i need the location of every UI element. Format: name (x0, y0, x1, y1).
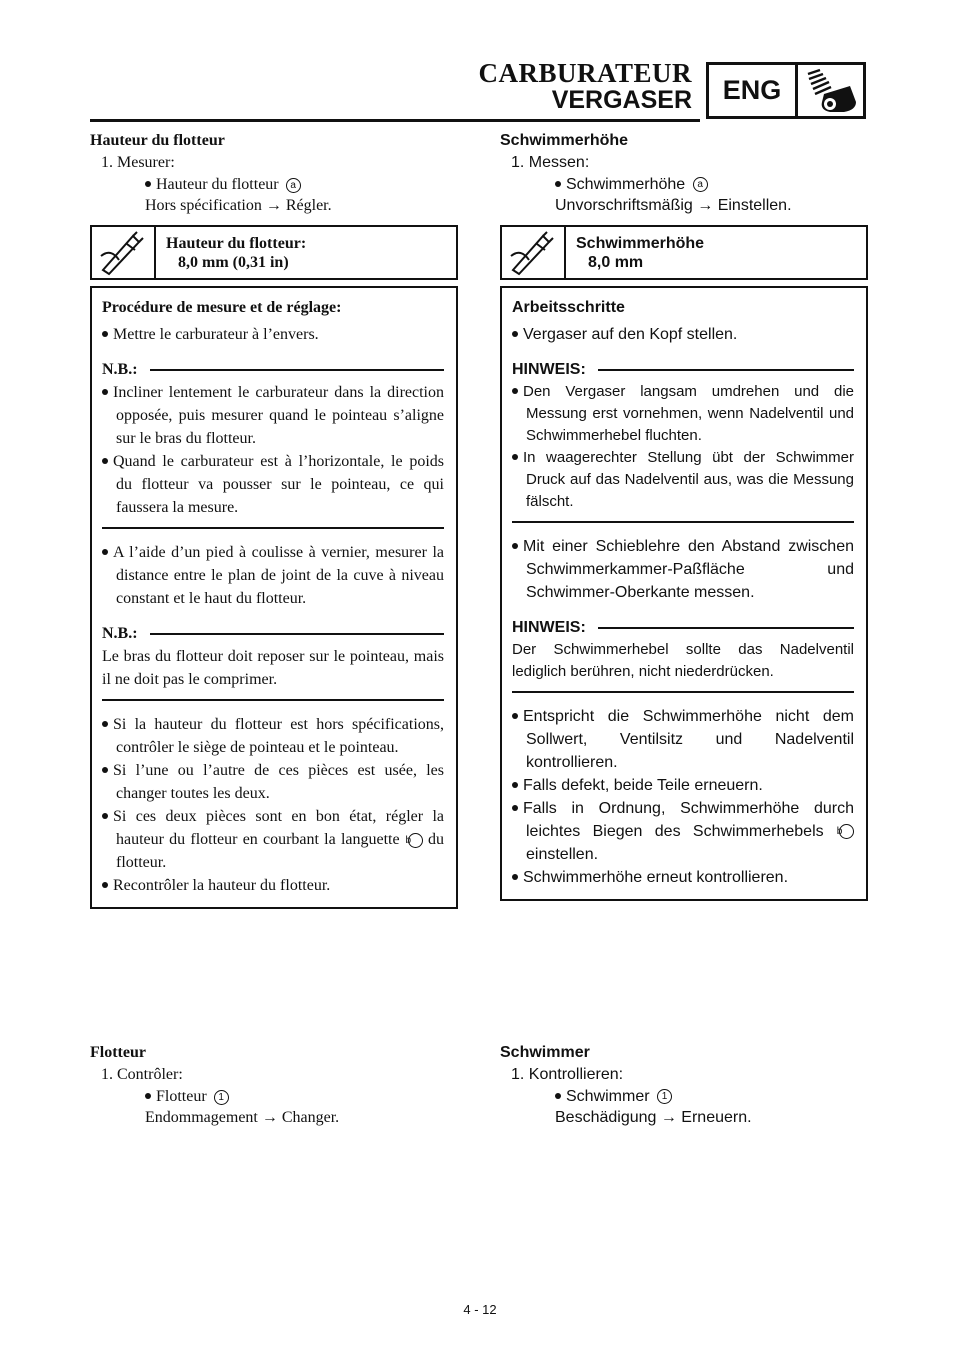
bullet-item: Flotteur 1 (145, 1088, 458, 1106)
callout-marker: a (693, 177, 708, 192)
procedure-item: A l’aide d’un pied à coulisse à vernier, mesurer la distance entre le plan de joint de la cuve à niveau constant et le haut du flotteur. (102, 541, 444, 610)
section-title: Hauteur du flotteur (90, 132, 225, 149)
bullet-subtext: Hors spécification → Régler. (145, 197, 332, 214)
note-item: Den Vergaser langsam umdrehen und die Messung erst vornehmen, wenn Nadelventil und Schwimmerhebel fluchten. (512, 381, 854, 447)
note-item: Quand le carburateur est à l’horizontale, le poids du flotteur va pousser sur le pointeau, ce qui faussera la mesure. (102, 450, 444, 519)
note-item: In waagerechter Stellung übt der Schwimmer Druck auf das Nadelventil aus, was die Messung fälscht. (512, 447, 854, 513)
procedure-title: Arbeitsschritte (512, 299, 625, 316)
bullet-item: Hauteur du flotteur a (145, 176, 458, 194)
callout-marker: b (839, 824, 854, 839)
bullet-item: Schwimmer 1 (555, 1088, 868, 1106)
callout-marker: 1 (657, 1089, 672, 1104)
section-title: Schwimmerhöhe (500, 132, 629, 149)
spec-text: Schwimmerhöhe 8,0 mm (576, 235, 705, 271)
note-rule (512, 521, 854, 523)
note-item: Incliner lentement le carburateur dans la direction opposée, puis mesurer quand le pointeau s’aligne sur le bras du flotteur. (102, 381, 444, 450)
section-title: Flotteur (90, 1044, 146, 1061)
callout-marker: a (286, 178, 301, 193)
bullet-item: Schwimmerhöhe a (555, 176, 868, 194)
section-title: Schwimmer (500, 1044, 590, 1061)
procedure-item: Mit einer Schieblehre den Abstand zwischen Schwimmerkammer-Paßfläche und Schwimmer-Oberkante messen. (512, 535, 854, 604)
bullet-subtext: Beschädigung → Erneuern. (555, 1109, 752, 1126)
spec-text: Hauteur du flotteur: 8,0 mm (0,31 in) (166, 235, 307, 271)
bullet-subtext: Endommagement → Changer. (145, 1109, 340, 1126)
procedure-item: Vergaser auf den Kopf stellen. (512, 323, 854, 346)
spec-box (90, 225, 458, 280)
note-rule (102, 699, 444, 701)
bullet-dot (145, 181, 151, 187)
header-rule (90, 119, 700, 122)
chapter-badge (706, 62, 866, 119)
procedure-item: Si l’une ou l’autre de ces pièces est usée, les changer toutes les deux. (102, 759, 444, 805)
note-header: N.B.: (102, 622, 444, 645)
caliper-icon (502, 227, 566, 278)
step-text: 1. Mesurer: (101, 154, 175, 171)
step-text: 1. Messen: (511, 154, 590, 171)
french-float-section (90, 1044, 458, 1135)
procedure-item: Recontrôler la hauteur du flotteur. (102, 874, 444, 897)
bullet-subtext: Unvorschriftsmäßig → Einstellen. (555, 197, 792, 214)
note-text: Der Schwimmerhebel sollte das Nadelventil lediglich berühren, nicht niederdrücken. (512, 641, 854, 680)
procedure-item: Si la hauteur du flotteur est hors spécifications, contrôler le siège de pointeau et le pointeau. (102, 713, 444, 759)
callout-marker: 1 (214, 1090, 229, 1105)
procedure-item: Falls defekt, beide Teile erneuern. (512, 774, 854, 797)
procedure-item: Entspricht die Schwimmerhöhe nicht dem Sollwert, Ventilsitz und Nadelventil kontrollieren. (512, 705, 854, 774)
header-title-french: CARBURATEUR (478, 58, 692, 88)
note-rule (102, 527, 444, 529)
note-rule (512, 691, 854, 693)
spec-box (500, 225, 868, 280)
page-number: 4 - 12 (463, 1302, 497, 1317)
german-float-section (500, 1044, 868, 1135)
procedure-item: Mettre le carburateur à l’envers. (102, 323, 444, 346)
header-title-german: VERGASER (551, 86, 692, 114)
procedure-item: Falls in Ordnung, Schwimmerhöhe durch leichtes Biegen des Schwimmerhebels b einstellen. (512, 797, 854, 866)
procedure-title: Procédure de mesure et de réglage: (102, 299, 342, 316)
note-text: Le bras du flotteur doit reposer sur le pointeau, mais il ne doit pas le comprimer. (102, 648, 444, 688)
note-header: HINWEIS: (512, 616, 854, 639)
note-header: HINWEIS: (512, 358, 854, 381)
note-header: N.B.: (102, 358, 444, 381)
procedure-item: Schwimmerhöhe erneut kontrollieren. (512, 866, 854, 889)
french-column (90, 132, 458, 909)
german-column (500, 132, 868, 901)
chapter-badge-label: ENG (709, 65, 798, 116)
procedure-box (90, 286, 458, 909)
step-text: 1. Contrôler: (101, 1066, 183, 1083)
procedure-item: Si ces deux pièces sont en bon état, régler la hauteur du flotteur en courbant la languette b du flotteur. (102, 805, 444, 874)
bullet-dot (555, 181, 561, 187)
step-text: 1. Kontrollieren: (511, 1066, 624, 1083)
procedure-box (500, 286, 868, 901)
caliper-icon (92, 227, 156, 278)
engine-icon (798, 65, 863, 116)
callout-marker: b (408, 833, 423, 848)
